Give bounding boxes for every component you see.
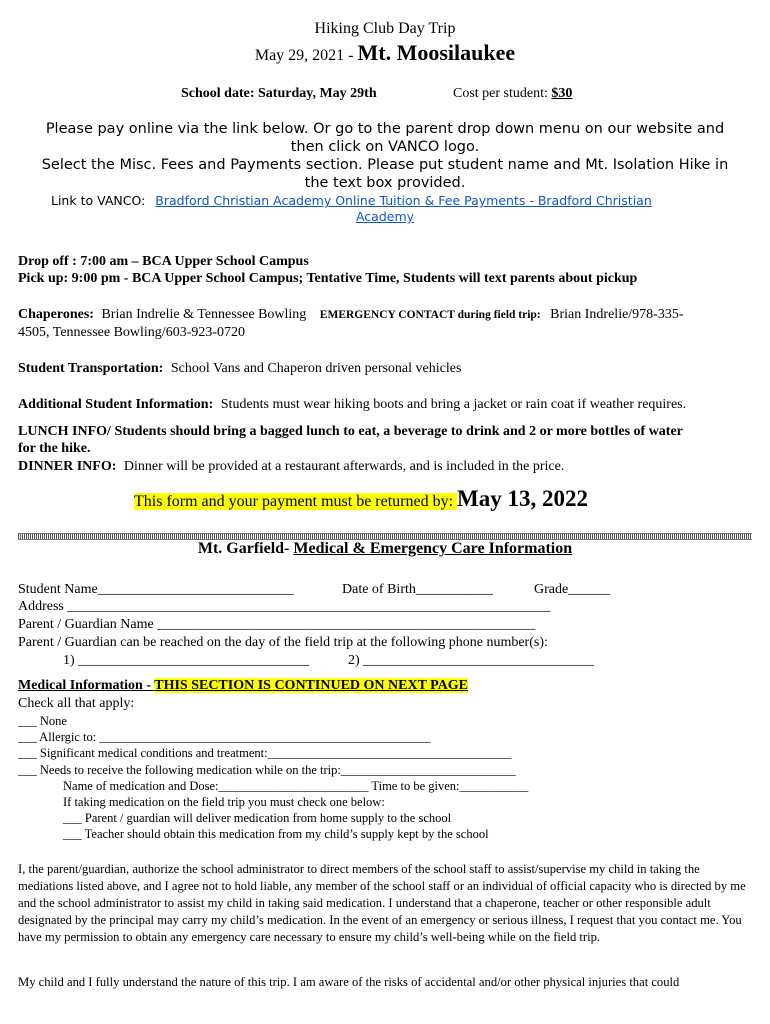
trip-destination: Mt. Moosilaukee <box>357 40 516 65</box>
transport-value: School Vans and Chaperon driven personal vehicles <box>170 361 462 376</box>
vanco-link[interactable]: Bradford Christian Academy Online Tuition & Fee Payments - Bradford Christian <box>155 193 652 208</box>
option-needs-medication[interactable]: ___ Needs to receive the following medication while on the trip:____________________________ <box>18 763 516 777</box>
medical-info-label: Medical Information - <box>18 678 155 693</box>
guardian-reach-text: Parent / Guardian can be reached on the day of the field trip at the following phone number(s): <box>18 635 548 650</box>
authorization-paragraph: I, the parent/guardian, authorize the school administrator to direct members of the school staff to assist/supervise my child in taking the mediations listed above, and I agree not to hold liable, any member of the school staff or an individual of official capacity who is directed by me and the school administrator to assist my child in taking said medication. I understand that a chaperone, teacher or other responsible adult designated by the principal may carry my child’s medication. In the event of an emergency or serious illness, I request that you contact me. You have my permission to obtain any emergency care necessary to ensure my child’s well-being while on the field trip. <box>18 862 746 944</box>
vanco-link-continued[interactable]: Academy <box>355 209 415 224</box>
chaperones-value: Brian Indrelie & Tennessee Bowling <box>101 307 307 322</box>
return-by-date: May 13, 2022 <box>457 486 589 511</box>
date-of-birth-field[interactable]: Date of Birth___________ <box>342 582 493 597</box>
guardian-name-field[interactable]: Parent / Guardian Name ______________________________________________________ <box>18 617 536 632</box>
transport-label: Student Transportation: <box>18 361 164 376</box>
return-by-row <box>134 486 588 512</box>
dinner-info-row <box>18 459 564 475</box>
address-field[interactable]: Address _____________________________________________________________________ <box>18 599 551 614</box>
payment-line-1: Please pay online via the link below. Or go to the parent drop down menu on our website and <box>45 121 725 137</box>
cost-value: $30 <box>551 86 573 101</box>
cost-per-student <box>453 86 572 102</box>
medical-form-title-main: Medical & Emergency Care Information <box>293 540 573 557</box>
payment-line-2: then click on VANCO logo. <box>290 139 480 155</box>
payment-line-3: Select the Misc. Fees and Payments section. Please put student name and Mt. Isolation Hike in <box>41 157 729 173</box>
return-by-text: This form and your payment must be returned by: <box>134 493 458 510</box>
vanco-link-cont <box>0 209 770 224</box>
check-all-text: Check all that apply: <box>18 696 135 711</box>
emergency-label: EMERGENCY CONTACT during field trip: <box>319 309 541 321</box>
chaperones-label: Chaperones: <box>18 307 94 322</box>
medical-info-heading <box>18 678 468 694</box>
trip-date-line <box>0 40 770 66</box>
option-allergic[interactable]: ___ Allergic to: _____________________________________________________ <box>18 730 431 744</box>
if-taking-medication-text: If taking medication on the field trip you must check one below: <box>63 795 385 809</box>
transportation-row <box>18 361 461 377</box>
risks-paragraph: My child and I fully understand the nature of this trip. I am aware of the risks of accidental and/or other physical injuries that could <box>18 975 680 989</box>
trip-date: May 29, 2021 - <box>254 47 358 64</box>
lunch-info-cont: for the hike. <box>18 441 91 456</box>
payment-line-4: the text box provided. <box>304 175 466 191</box>
pick-up: Pick up: 9:00 pm - BCA Upper School Campus; Tentative Time, Students will text parents about pickup <box>18 271 638 286</box>
medical-form-title-prefix: Mt. Garfield- <box>197 540 294 557</box>
dinner-value: Dinner will be provided at a restaurant afterwards, and is included in the price. <box>123 459 565 474</box>
emergency-value: Brian Indrelie/978-335- <box>550 307 684 322</box>
grade-field[interactable]: Grade______ <box>534 582 611 597</box>
option-teacher-obtains[interactable]: ___ Teacher should obtain this medication from my child’s supply kept by the school <box>63 827 489 841</box>
school-date: School date: Saturday, May 29th <box>181 86 377 101</box>
option-none[interactable]: ___ None <box>18 714 67 728</box>
dinner-label: DINNER INFO: <box>18 459 117 474</box>
medication-name-field[interactable]: Name of medication and Dose:________________________ Time to be given:___________ <box>63 779 529 793</box>
option-parent-delivers[interactable]: ___ Parent / guardian will deliver medication from home supply to the school <box>63 811 452 825</box>
medical-form-title <box>0 540 770 558</box>
medical-info-continued: THIS SECTION IS CONTINUED ON NEXT PAGE <box>154 678 469 693</box>
phone-1-field[interactable]: 1) _________________________________ <box>63 653 310 668</box>
additional-info-label: Additional Student Information: <box>18 397 214 412</box>
drop-off: Drop off : 7:00 am – BCA Upper School Campus <box>18 254 309 269</box>
vanco-link-row <box>51 193 652 208</box>
trip-title: Hiking Club Day Trip <box>314 20 456 37</box>
additional-info-row <box>18 397 686 413</box>
cost-label: Cost per student: <box>453 86 552 101</box>
additional-info-value: Students must wear hiking boots and bring a jacket or rain coat if weather requires. <box>220 397 687 412</box>
chaperones-row <box>18 307 684 323</box>
student-name-field[interactable]: Student Name____________________________ <box>18 582 294 597</box>
section-divider <box>18 533 752 540</box>
emergency-value-cont: 4505, Tennessee Bowling/603-923-0720 <box>18 325 246 340</box>
vanco-link-label: Link to VANCO: <box>51 193 146 208</box>
option-medical-conditions[interactable]: ___ Significant medical conditions and treatment:_______________________________________ <box>18 746 512 760</box>
lunch-info: LUNCH INFO/ Students should bring a bagged lunch to eat, a beverage to drink and 2 or more bottles of water <box>18 424 683 439</box>
phone-2-field[interactable]: 2) _________________________________ <box>348 653 595 668</box>
